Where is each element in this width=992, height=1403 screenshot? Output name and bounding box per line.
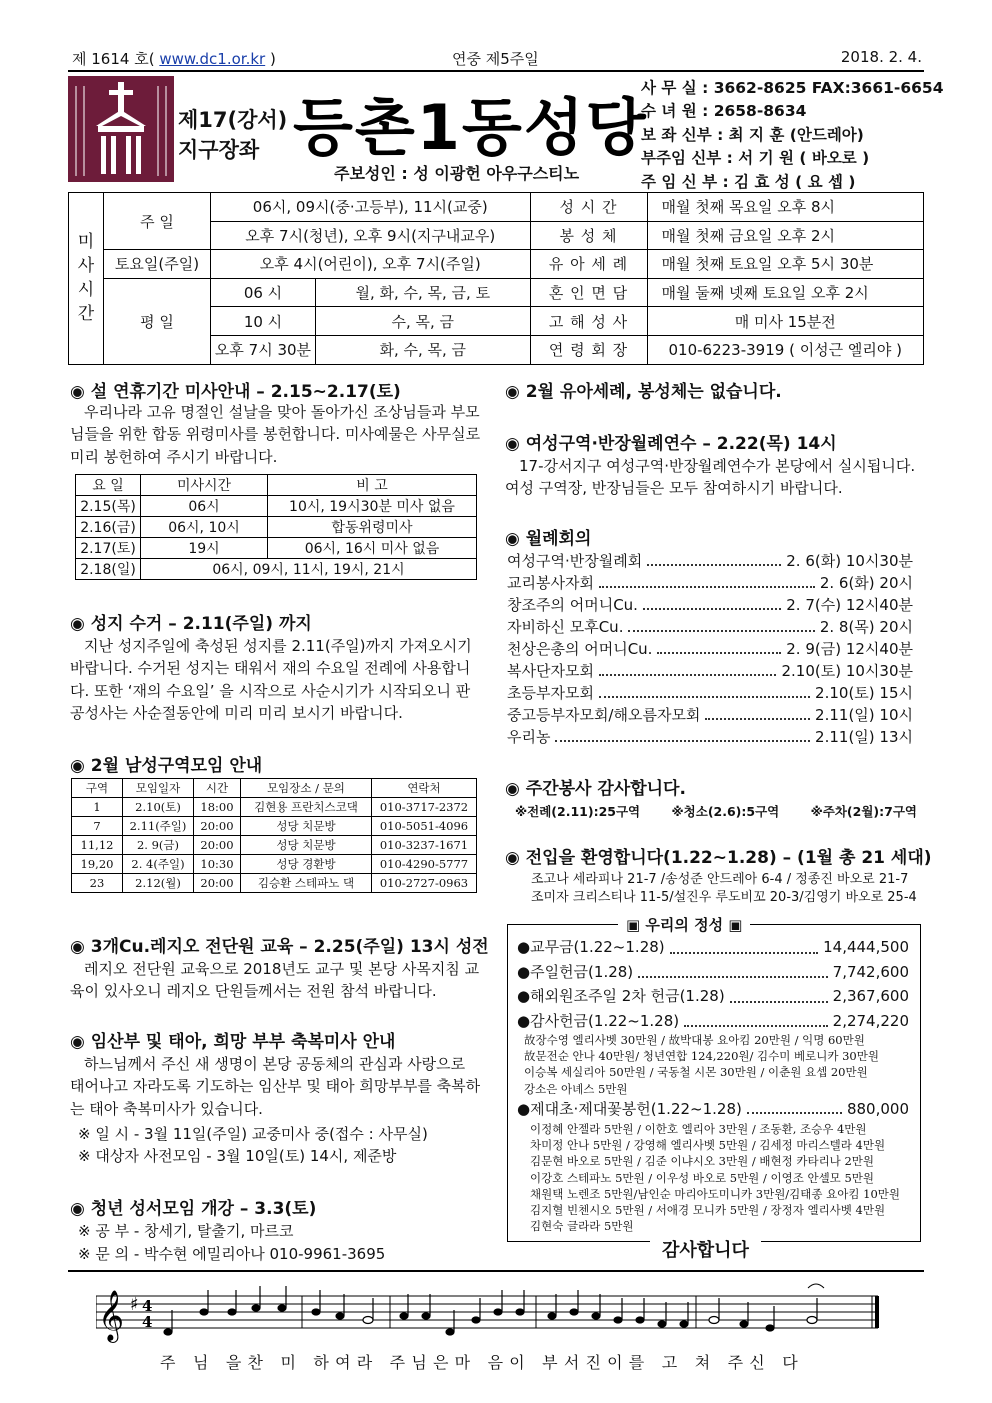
table-cell: 합동위령미사 bbox=[268, 517, 477, 538]
table-cell: 2.12(월) bbox=[123, 874, 194, 893]
table-cell: 2.11(주일) bbox=[123, 817, 194, 836]
welcome-line-2: 조미자 크리스티나 11-5/설진우 루도비꼬 20-3/김영기 바오로 25-4 bbox=[531, 890, 917, 905]
table-cell: 2.10(토) bbox=[123, 798, 194, 817]
service-label: 혼 인 면 담 bbox=[530, 278, 647, 307]
sunday-label: 주 일 bbox=[104, 193, 211, 250]
list-item bbox=[507, 660, 913, 682]
service-item: ※전례(2.11):25구역 bbox=[515, 804, 641, 819]
palm-text: 지난 성지주일에 축성된 성지를 2.11(주일)까지 가져오시기 바랍니다. 수거된 성지는 태워서 재의 수요일 전례에 사용합니다. 또한 ‘재의 수요일’ 을 시작으로 사순시기가 시작되오니 판공성사는 사순절동안에 미리 미리 보시기 바랍니다. bbox=[70, 637, 472, 723]
donor-line: 차미정 안나 5만원 / 강영해 엘리사벳 5만원 / 김세정 마리스텔라 4만원 bbox=[530, 1138, 886, 1153]
offering-name: ●제대초·제대꽃봉헌(1.22~1.28) bbox=[517, 1100, 742, 1118]
table-cell: 06시, 16시 미사 없음 bbox=[268, 538, 477, 559]
meeting-date: 2.11(일) 13시 bbox=[815, 728, 913, 746]
meeting-name: 자비하신 모후Cu. bbox=[507, 618, 624, 636]
service-value: 매월 둘째 넷째 토요일 오후 2시 bbox=[647, 278, 923, 307]
flower-offering bbox=[517, 1098, 909, 1120]
list-item bbox=[507, 616, 913, 638]
meeting-name: 천상은총의 어머니Cu. bbox=[507, 640, 653, 658]
side-char: 간 bbox=[77, 304, 95, 325]
music-staff bbox=[96, 1280, 886, 1344]
song-lyrics: 주 님 을찬 미 하여라 주님은마 음이 부서진이를 고 쳐 주신 다 bbox=[160, 1353, 804, 1372]
list-item bbox=[517, 1009, 909, 1034]
header-rule bbox=[68, 70, 924, 72]
col-header: 모임일자 bbox=[123, 779, 194, 798]
weekday-label: 평 일 bbox=[104, 278, 211, 364]
donor-line: 이강호 스테파노 5만원 / 이우성 바오로 5만원 / 이영조 안셀모 5만원 bbox=[530, 1170, 874, 1185]
offering-name: ●교무금(1.22~1.28) bbox=[517, 938, 665, 956]
offering-amount: 2,274,220 bbox=[832, 1011, 909, 1030]
svg-text:4: 4 bbox=[142, 1313, 153, 1331]
donor-line: 故장수영 엘리사벳 30만원 / 故박대봉 요아킴 20만원 / 익명 60만원 bbox=[524, 1033, 865, 1047]
meetings-list bbox=[507, 550, 913, 748]
service-list bbox=[515, 802, 917, 820]
youth-note-2: ※ 문 의 - 박수현 에밀리아나 010-9961-3695 bbox=[78, 1245, 386, 1263]
table-cell: 19시 bbox=[141, 538, 268, 559]
col-header: 구역 bbox=[72, 779, 123, 798]
table-cell: 18:00 bbox=[194, 798, 241, 817]
meeting-name: 여성구역·반장월례회 bbox=[507, 552, 643, 570]
table-cell: 2.16(금) bbox=[76, 517, 141, 538]
welcome-title: ◉ 전입을 환영합니다(1.22~1.28) – (1월 총 21 세대) bbox=[505, 848, 932, 868]
district-name bbox=[178, 105, 287, 165]
table-cell: 2.15(목) bbox=[76, 496, 141, 517]
lunar-title: ◉ 설 연휴기간 미사안내 – 2.15~2.17(토) bbox=[70, 382, 401, 402]
donor-line: 강소은 아녜스 5만원 bbox=[524, 1081, 628, 1096]
table-row bbox=[76, 517, 477, 538]
offering-amount: 880,000 bbox=[846, 1100, 909, 1118]
meeting-name: 우리농 bbox=[507, 728, 551, 746]
convent-phone: 수 녀 원 : 2658-8634 bbox=[641, 102, 807, 121]
table-cell: 김승환 스테파노 댁 bbox=[241, 874, 372, 893]
donor-line: 김지혈 빈첸시오 5만원 / 서애경 모니카 5만원 / 장정자 엘리사벳 4만원 bbox=[530, 1203, 886, 1218]
table-cell: 20:00 bbox=[194, 836, 241, 855]
offering-title: ▣ 우리의 정성 ▣ bbox=[618, 914, 750, 935]
weekday-days: 수, 목, 금 bbox=[316, 307, 531, 336]
svg-text:♯: ♯ bbox=[130, 1294, 139, 1315]
lunar-text: 우리나라 고유 명절인 설날을 맞아 돌아가신 조상님들과 부모님들을 위한 합동 위령미사를 봉헌합니다. 미사예물은 사무실로 미리 봉헌하여 주시기 바랍니다. bbox=[70, 403, 481, 466]
issue-date: 2018. 2. 4. bbox=[840, 48, 922, 66]
legio-text: 레지오 전단원 교육으로 2018년도 교구 및 본당 사목지침 교육이 있사오니 레지오 단원들께서는 전원 참석 바랍니다. bbox=[70, 960, 480, 1001]
donor-line: 채원택 노렌조 5만원/남인순 마리아도미니카 3만원/김태종 요아킴 10만원 bbox=[530, 1186, 900, 1201]
table-cell: 김현용 프란치스코댁 bbox=[241, 798, 372, 817]
service-value: 매월 첫째 금요일 오후 2시 bbox=[647, 221, 923, 250]
table-cell: 2.18(일) bbox=[76, 559, 141, 580]
offering-amount: 7,742,600 bbox=[832, 962, 909, 981]
issue-number: 제 1614 호( www.dc1.or.kr ) bbox=[72, 50, 276, 68]
list-item bbox=[507, 726, 913, 748]
service-value: 010-6223-3919 ( 이성근 엘리야 ) bbox=[647, 335, 923, 364]
baptism-title: ◉ 2월 유아세례, 봉성체는 없습니다. bbox=[505, 382, 782, 402]
table-cell: 성당 경환방 bbox=[241, 855, 372, 874]
legio-title: ◉ 3개Cu.레지오 전단원 교육 – 2.25(주일) 13시 성전 bbox=[70, 937, 489, 957]
meeting-date: 2.10(토) 10시30분 bbox=[781, 662, 913, 680]
list-item bbox=[507, 682, 913, 704]
meeting-name: 복사단자모회 bbox=[507, 662, 594, 680]
table-row bbox=[76, 538, 477, 559]
meeting-date: 2. 6(화) 20시 bbox=[819, 574, 913, 592]
service-title: ◉ 주간봉사 감사합니다. bbox=[505, 779, 686, 799]
sunday-times-1: 06시, 09시(중·고등부), 11시(교중) bbox=[211, 193, 531, 222]
list-item bbox=[507, 704, 913, 726]
women-text: 17-강서지구 여성구역·반장월례연수가 본당에서 실시됩니다. 여성 구역장, 반장님들은 모두 참여하시기 바랍니다. bbox=[505, 457, 916, 498]
col-header: 비 고 bbox=[268, 475, 477, 496]
table-row bbox=[76, 559, 477, 580]
pregnant-note-1: ※ 일 시 - 3월 11일(주일) 교중미사 중(접수 : 사무실) bbox=[78, 1125, 428, 1143]
table-row bbox=[72, 874, 477, 893]
list-item bbox=[507, 638, 913, 660]
service-label: 고 해 성 사 bbox=[530, 307, 647, 336]
mass-schedule-table bbox=[68, 192, 924, 365]
offering-name: ●해외원조주일 2차 헌금(1.28) bbox=[517, 987, 725, 1005]
meeting-date: 2.11(일) 10시 bbox=[815, 706, 913, 724]
service-label: 성 시 간 bbox=[530, 193, 647, 222]
meeting-name: 창조주의 어머니Cu. bbox=[507, 596, 638, 614]
bottom-rule bbox=[68, 1270, 924, 1272]
donor-line: 故문전순 안나 40만원/ 청년연합 124,220원/ 김수미 베로니카 30만원 bbox=[524, 1049, 879, 1064]
meeting-date: 2. 6(화) 10시30분 bbox=[786, 552, 913, 570]
table-cell: 10시, 19시30분 미사 없음 bbox=[268, 496, 477, 517]
list-item bbox=[517, 1098, 909, 1120]
offering-amount: 2,367,600 bbox=[832, 987, 909, 1005]
col-header: 모임장소 / 문의 bbox=[241, 779, 372, 798]
weekday-time: 10 시 bbox=[211, 307, 316, 336]
district-line-1: 제17(강서) bbox=[178, 108, 288, 132]
service-label: 연 령 회 장 bbox=[530, 335, 647, 364]
list-item bbox=[507, 594, 913, 616]
table-cell: 11,12 bbox=[72, 836, 123, 855]
church-logo bbox=[68, 76, 174, 182]
assistant-priest: 보 좌 신부 : 최 지 훈 (안드레아) bbox=[641, 125, 864, 144]
donor-line: 김문현 바오로 5만원 / 김준 이냐시오 3만원 / 배현정 카타리나 2만원 bbox=[530, 1154, 874, 1169]
table-cell: 010-5051-4096 bbox=[372, 817, 477, 836]
service-label: 봉 성 체 bbox=[530, 221, 647, 250]
donor-line: 이승복 세실리아 50만원 / 국동철 시몬 30만원 / 이춘원 요셉 20만원 bbox=[524, 1065, 868, 1080]
flower-donors bbox=[530, 1121, 900, 1234]
church-icon bbox=[68, 76, 174, 182]
list-item bbox=[517, 984, 909, 1009]
donor-line: 이정혜 안젤라 5만원 / 이한호 엘리아 3만원 / 조동환, 조승우 4만원 bbox=[530, 1122, 867, 1136]
list-item bbox=[507, 572, 913, 594]
table-cell: 2.17(토) bbox=[76, 538, 141, 559]
district-line-2: 지구장좌 bbox=[178, 138, 260, 162]
col-header: 요 일 bbox=[76, 475, 141, 496]
table-cell: 06시 bbox=[141, 496, 268, 517]
table-cell: 20:00 bbox=[194, 874, 241, 893]
service-value: 매월 첫째 목요일 오후 8시 bbox=[647, 193, 923, 222]
list-item bbox=[517, 960, 909, 985]
table-cell: 10:30 bbox=[194, 855, 241, 874]
service-item: ※주차(2월):7구역 bbox=[810, 804, 917, 819]
meeting-name: 교리봉사자회 bbox=[507, 574, 594, 592]
saturday-times: 오후 4시(어린이), 오후 7시(주일) bbox=[211, 250, 531, 279]
palm-title: ◉ 성지 수거 – 2.11(주일) 까지 bbox=[70, 614, 312, 634]
col-header: 시간 bbox=[194, 779, 241, 798]
men-meeting-table bbox=[71, 778, 477, 893]
women-title: ◉ 여성구역·반장월례연수 – 2.22(목) 14시 bbox=[505, 434, 837, 454]
weekday-days: 화, 수, 목, 금 bbox=[316, 335, 531, 364]
table-cell: 2. 9(금) bbox=[123, 836, 194, 855]
table-cell: 19,20 bbox=[72, 855, 123, 874]
side-char: 미 bbox=[77, 232, 95, 253]
table-row bbox=[72, 798, 477, 817]
weekday-days: 월, 화, 수, 목, 금, 토 bbox=[316, 278, 531, 307]
side-char: 사 bbox=[77, 256, 95, 277]
table-row bbox=[72, 836, 477, 855]
service-item: ※청소(2.6):5구역 bbox=[671, 804, 780, 819]
welcome-line-1: 조고나 세라피나 21-7 /송성준 안드레아 6-4 / 정종진 바오로 21-7 bbox=[531, 872, 909, 887]
saturday-label: 토요일(주일) bbox=[104, 250, 211, 279]
pregnant-note-2: ※ 대상자 사전모임 - 3월 10일(토) 14시, 제준방 bbox=[78, 1147, 397, 1165]
meeting-date: 2. 9(금) 12시40분 bbox=[786, 640, 913, 658]
table-cell: 010-3237-1671 bbox=[372, 836, 477, 855]
table-row bbox=[72, 817, 477, 836]
patron-saint: 주보성인 : 성 이광헌 아우구스티노 bbox=[334, 164, 580, 183]
table-row bbox=[76, 496, 477, 517]
service-label: 유 아 세 례 bbox=[530, 250, 647, 279]
thanks-donors bbox=[524, 1032, 879, 1097]
youth-note-1: ※ 공 부 - 창세기, 탈출기, 마르코 bbox=[78, 1222, 294, 1240]
weekday-time: 오후 7시 30분 bbox=[211, 335, 316, 364]
meeting-date: 2. 7(수) 12시40분 bbox=[786, 596, 913, 614]
table-cell: 010-3717-2372 bbox=[372, 798, 477, 817]
sunday-times-2: 오후 7시(청년), 오후 9시(지구내교우) bbox=[211, 221, 531, 250]
table-cell: 1 bbox=[72, 798, 123, 817]
service-value: 매 미사 15분전 bbox=[647, 307, 923, 336]
table-row bbox=[72, 855, 477, 874]
offering-name: ●감사헌금(1.22~1.28) bbox=[517, 1011, 680, 1030]
lunar-table bbox=[75, 474, 477, 580]
website-link[interactable]: www.dc1.or.kr bbox=[159, 50, 266, 68]
thanks-label: 감사합니다 bbox=[650, 1236, 761, 1262]
table-cell: 010-4290-5777 bbox=[372, 855, 477, 874]
offering-list bbox=[517, 935, 909, 1033]
weekday-time: 06 시 bbox=[211, 278, 316, 307]
donor-line: 김현숙 글라라 5만원 bbox=[530, 1219, 634, 1234]
list-item bbox=[507, 550, 913, 572]
list-item bbox=[517, 935, 909, 960]
col-header: 미사시간 bbox=[141, 475, 268, 496]
meeting-name: 중고등부자모회/해오름자모회 bbox=[507, 706, 701, 724]
youth-title: ◉ 청년 성서모임 개강 – 3.3(토) bbox=[70, 1199, 317, 1219]
meeting-date: 2.10(토) 15시 bbox=[815, 684, 913, 702]
pregnant-title: ◉ 임산부 및 태아, 희망 부부 축복미사 안내 bbox=[70, 1032, 396, 1052]
contact-info bbox=[641, 77, 943, 194]
table-cell: 20:00 bbox=[194, 817, 241, 836]
table-cell: 2. 4(주일) bbox=[123, 855, 194, 874]
offering-name: ●주일헌금(1.28) bbox=[517, 962, 634, 981]
table-cell: 06시, 09시, 11시, 19시, 21시 bbox=[141, 559, 477, 580]
mass-side-label bbox=[69, 193, 104, 365]
associate-priest: 부주임 신부 : 서 기 원 ( 바오로 ) bbox=[641, 149, 870, 168]
col-header: 연락처 bbox=[372, 779, 477, 798]
svg-text:𝄞: 𝄞 bbox=[98, 1290, 125, 1341]
table-cell: 23 bbox=[72, 874, 123, 893]
table-cell: 성당 치문방 bbox=[241, 817, 372, 836]
table-cell: 7 bbox=[72, 817, 123, 836]
office-phone: 사 무 실 : 3662-8625 FAX:3661-6654 bbox=[641, 79, 944, 97]
liturgical-week: 연중 제5주일 bbox=[452, 50, 539, 68]
offering-amount: 14,444,500 bbox=[823, 938, 909, 956]
table-cell: 성당 치문방 bbox=[241, 836, 372, 855]
pregnant-text: 하느님께서 주신 새 생명이 본당 공동체의 관심과 사랑으로 태어나고 자라도록 기도하는 임산부 및 태아 희망부부를 축복하는 태아 축복미사가 있습니다. bbox=[70, 1055, 481, 1118]
table-cell: 010-2727-0963 bbox=[372, 874, 477, 893]
table-cell: 06시, 10시 bbox=[141, 517, 268, 538]
pastor: 주 임 신 부 : 김 효 성 ( 요 셉 ) bbox=[641, 172, 856, 191]
side-char: 시 bbox=[77, 280, 95, 301]
parish-title: 등촌1동성당 bbox=[293, 91, 648, 164]
meetings-title: ◉ 월례회의 bbox=[505, 529, 592, 549]
service-value: 매월 첫째 토요일 오후 5시 30분 bbox=[647, 250, 923, 279]
men-title: ◉ 2월 남성구역모임 안내 bbox=[70, 756, 263, 776]
meeting-name: 초등부자모회 bbox=[507, 684, 594, 702]
meeting-date: 2. 8(목) 20시 bbox=[819, 618, 913, 636]
svg-text:4: 4 bbox=[142, 1297, 153, 1315]
